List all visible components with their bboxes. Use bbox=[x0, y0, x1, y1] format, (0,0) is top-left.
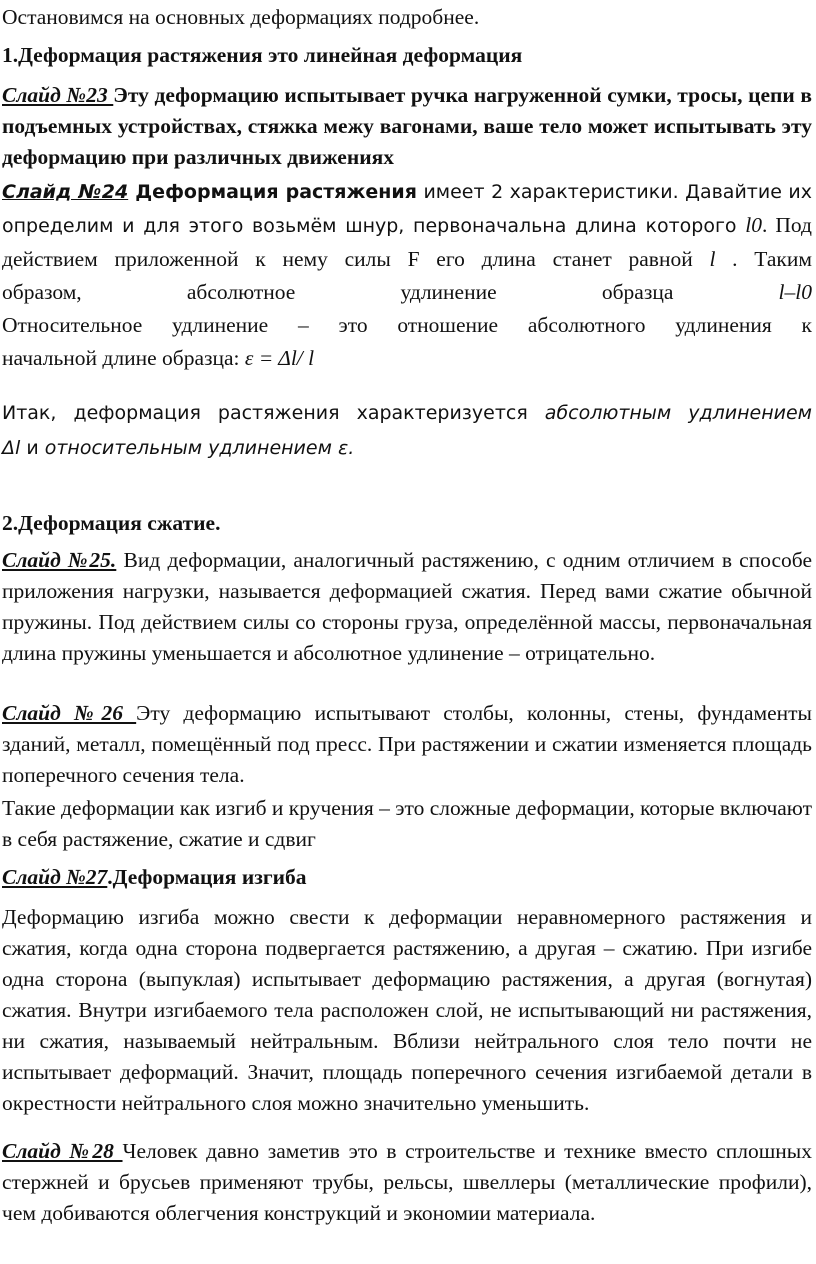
summary-paragraph: Итак, деформация растяжения характеризуется абсолютным удлинением bbox=[2, 402, 812, 424]
heading-tension: 1.Деформация растяжения это линейная деформация bbox=[2, 43, 523, 67]
slide-26-text: Эту деформацию испытывают столбы, колонны, стены, фундаменты зданий, металл, помещённый под пресс. При растяжении и сжатии изменяется площадь поперечного сечения тела. bbox=[2, 701, 812, 787]
slide-26-label: Слайд №26 bbox=[2, 701, 137, 725]
slide-28-label: Слайд №28 bbox=[2, 1139, 123, 1163]
slide-24-title: Деформация растяжения bbox=[128, 181, 417, 203]
relative-elongation-formula: ε = Δl/ l bbox=[244, 346, 315, 370]
slide-24-label: Слайд №24 bbox=[2, 181, 129, 203]
slide-27-heading: Слайд №27.Деформация изгиба bbox=[2, 865, 307, 889]
complex-deformations-paragraph: Такие деформации как изгиб и кручения – это сложные деформации, которые включают в себя растяжение, сжатие и сдвиг bbox=[2, 796, 812, 851]
slide-27-label: Слайд №27 bbox=[2, 865, 108, 889]
slide-28-text: Человек давно заметив это в строительстве и технике вместо сплошных стержней и брусьев применяют трубы, рельсы, швеллеры (металлические профили), чем добиваются облегчения конструкций и экономии материала. bbox=[2, 1139, 812, 1225]
summary-paragraph-end: Δl и относительным удлинением ε. bbox=[2, 437, 355, 459]
slide-25-paragraph bbox=[2, 545, 812, 669]
intro-text: Остановимся на основных деформациях подробнее. bbox=[2, 5, 480, 29]
heading-compression: 2.Деформация сжатие. bbox=[2, 511, 221, 535]
slide-23-text: Эту деформацию испытывает ручка нагруженной сумки, тросы, цепи в подъемных устройствах, стяжка межу вагонами, ваше тело может испытывать эту деформацию при различных движениях bbox=[2, 83, 812, 169]
slide-26-paragraph bbox=[2, 698, 812, 791]
slide-28-paragraph bbox=[2, 1136, 812, 1229]
length-symbol: l bbox=[709, 247, 716, 271]
bending-paragraph: Деформацию изгиба можно свести к деформации неравномерного растяжения и сжатия, когда одна сторона подвергается растяжению, а другая – сжатию. При изгибе одна сторона (выпуклая) испытывает деформацию растяжения, а другая (вогнутая) сжатия. Внутри изгибаемого тела расположен слой, не испытывающий ни растяжения, ни сжатия, называемый нейтральным. Вблизи нейтрального слоя тело почти не испытывает деформаций. Значит, площадь поперечного сечения изгибаемой детали в окрестности нейтрального слоя можно значительно уменьшить. bbox=[2, 905, 812, 1115]
initial-length-symbol: l0 bbox=[745, 213, 762, 237]
absolute-elongation-formula: l–l0 bbox=[778, 280, 812, 304]
slide-23-paragraph bbox=[2, 80, 812, 173]
slide-24-continued: определим и для этого возьмём шнур, первоначальна длина которого l0. Под действием приложенной к нему силы F его длина станет равной l . Таким образом, абсолютное удлинение образца l–l0 Относительное удлинение – это отношение абсолютного удлинения к начальной длине образца: ε = Δl/ l bbox=[2, 213, 812, 370]
slide-25-label: Слайд №25. bbox=[2, 548, 117, 572]
slide-25-text: Вид деформации, аналогичный растяжению, с одним отличием в способе приложения нагрузки, называется деформацией сжатия. Перед вами сжатие обычной пружины. Под действием силы со стороны груза, определённой массы, первоначальная длина пружины уменьшается и абсолютное удлинение – отрицательно. bbox=[2, 548, 812, 665]
slide-23-label: Слайд №23 bbox=[2, 83, 114, 107]
slide-24-block: Слайд №24 Деформация растяжения имеет 2 характеристики. Давайтие их bbox=[2, 181, 812, 203]
